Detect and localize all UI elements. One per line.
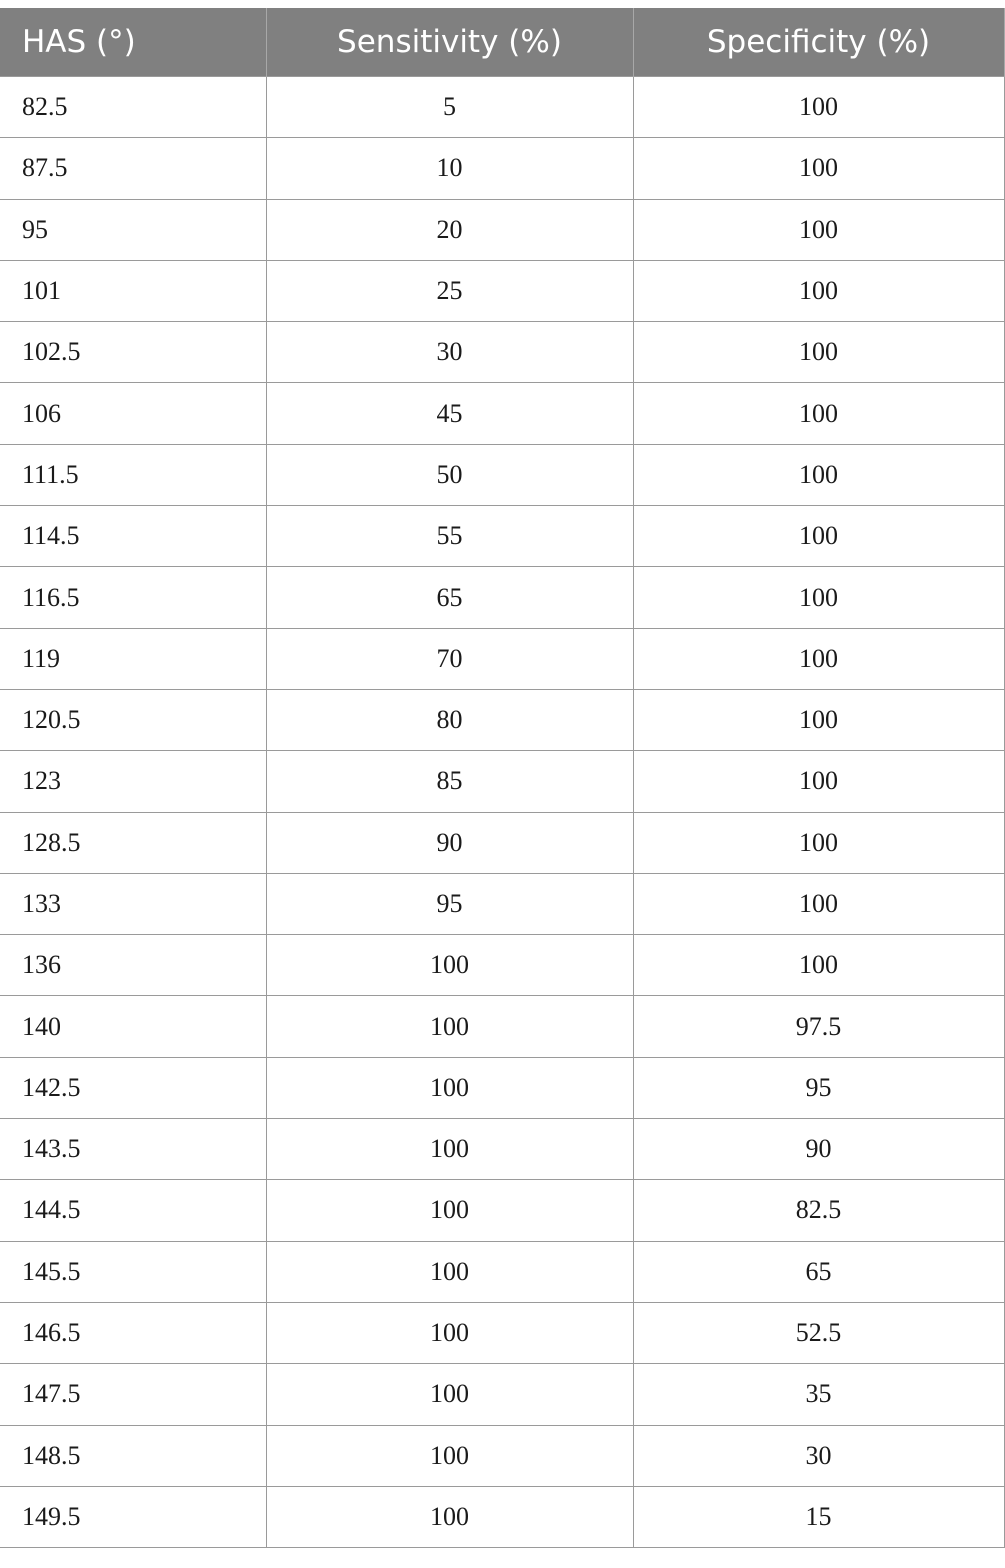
cell-sensitivity: 100 <box>266 1057 633 1118</box>
cell-has: 133 <box>0 873 266 934</box>
cell-has: 140 <box>0 996 266 1057</box>
cell-specificity: 95 <box>633 1057 1004 1118</box>
table-row <box>0 260 1004 321</box>
cell-has: 114.5 <box>0 506 266 567</box>
cell-specificity: 100 <box>633 383 1004 444</box>
cell-sensitivity: 55 <box>266 506 633 567</box>
table-row <box>0 322 1004 383</box>
cell-specificity: 100 <box>633 260 1004 321</box>
cell-sensitivity: 95 <box>266 873 633 934</box>
cell-sensitivity: 100 <box>266 1302 633 1363</box>
cell-specificity: 100 <box>633 873 1004 934</box>
table-row <box>0 138 1004 199</box>
table-row <box>0 812 1004 873</box>
table-row <box>0 935 1004 996</box>
cell-has: 102.5 <box>0 322 266 383</box>
cell-sensitivity: 90 <box>266 812 633 873</box>
cell-has: 111.5 <box>0 444 266 505</box>
cell-specificity: 100 <box>633 751 1004 812</box>
cell-has: 101 <box>0 260 266 321</box>
table-row <box>0 628 1004 689</box>
cell-sensitivity: 65 <box>266 567 633 628</box>
cell-specificity: 100 <box>633 199 1004 260</box>
cell-has: 143.5 <box>0 1119 266 1180</box>
cell-has: 146.5 <box>0 1302 266 1363</box>
header-sensitivity: Sensitivity (%) <box>266 8 633 77</box>
cell-specificity: 100 <box>633 812 1004 873</box>
table-row <box>0 1057 1004 1118</box>
cell-has: 82.5 <box>0 77 266 138</box>
cell-specificity: 100 <box>633 567 1004 628</box>
table-row <box>0 1302 1004 1363</box>
table-body <box>0 77 1004 1548</box>
cell-has: 123 <box>0 751 266 812</box>
cell-specificity: 100 <box>633 77 1004 138</box>
cell-has: 128.5 <box>0 812 266 873</box>
cell-sensitivity: 45 <box>266 383 633 444</box>
cell-specificity: 82.5 <box>633 1180 1004 1241</box>
cell-has: 142.5 <box>0 1057 266 1118</box>
cell-has: 145.5 <box>0 1241 266 1302</box>
cell-sensitivity: 25 <box>266 260 633 321</box>
table-header <box>0 8 1004 77</box>
has-sensitivity-specificity-table <box>0 8 1005 1548</box>
data-table-container <box>0 8 1004 1548</box>
cell-specificity: 100 <box>633 506 1004 567</box>
cell-sensitivity: 50 <box>266 444 633 505</box>
table-row <box>0 77 1004 138</box>
cell-sensitivity: 100 <box>266 1486 633 1547</box>
header-has: HAS (°) <box>0 8 266 77</box>
cell-sensitivity: 30 <box>266 322 633 383</box>
table-row <box>0 567 1004 628</box>
table-row <box>0 383 1004 444</box>
cell-specificity: 90 <box>633 1119 1004 1180</box>
cell-specificity: 52.5 <box>633 1302 1004 1363</box>
cell-specificity: 30 <box>633 1425 1004 1486</box>
cell-sensitivity: 100 <box>266 1119 633 1180</box>
cell-sensitivity: 85 <box>266 751 633 812</box>
table-row <box>0 1486 1004 1547</box>
cell-sensitivity: 100 <box>266 1364 633 1425</box>
header-row <box>0 8 1004 77</box>
table-row <box>0 199 1004 260</box>
cell-specificity: 100 <box>633 689 1004 750</box>
cell-sensitivity: 80 <box>266 689 633 750</box>
cell-sensitivity: 20 <box>266 199 633 260</box>
cell-sensitivity: 100 <box>266 1425 633 1486</box>
cell-sensitivity: 100 <box>266 935 633 996</box>
cell-has: 106 <box>0 383 266 444</box>
cell-specificity: 97.5 <box>633 996 1004 1057</box>
cell-specificity: 35 <box>633 1364 1004 1425</box>
cell-sensitivity: 100 <box>266 996 633 1057</box>
cell-specificity: 100 <box>633 444 1004 505</box>
table-row <box>0 1241 1004 1302</box>
cell-has: 149.5 <box>0 1486 266 1547</box>
cell-sensitivity: 100 <box>266 1241 633 1302</box>
cell-sensitivity: 10 <box>266 138 633 199</box>
table-row <box>0 873 1004 934</box>
cell-has: 136 <box>0 935 266 996</box>
cell-sensitivity: 70 <box>266 628 633 689</box>
cell-has: 119 <box>0 628 266 689</box>
table-row <box>0 996 1004 1057</box>
table-row <box>0 1425 1004 1486</box>
header-specificity: Specificity (%) <box>633 8 1004 77</box>
table-row <box>0 1119 1004 1180</box>
cell-sensitivity: 5 <box>266 77 633 138</box>
cell-has: 144.5 <box>0 1180 266 1241</box>
cell-has: 87.5 <box>0 138 266 199</box>
cell-specificity: 100 <box>633 322 1004 383</box>
cell-sensitivity: 100 <box>266 1180 633 1241</box>
cell-specificity: 100 <box>633 138 1004 199</box>
table-row <box>0 444 1004 505</box>
table-row <box>0 689 1004 750</box>
cell-specificity: 15 <box>633 1486 1004 1547</box>
cell-has: 95 <box>0 199 266 260</box>
cell-has: 120.5 <box>0 689 266 750</box>
cell-has: 116.5 <box>0 567 266 628</box>
cell-specificity: 100 <box>633 935 1004 996</box>
cell-specificity: 100 <box>633 628 1004 689</box>
table-row <box>0 506 1004 567</box>
table-row <box>0 751 1004 812</box>
table-row <box>0 1180 1004 1241</box>
table-row <box>0 1364 1004 1425</box>
cell-has: 148.5 <box>0 1425 266 1486</box>
cell-specificity: 65 <box>633 1241 1004 1302</box>
cell-has: 147.5 <box>0 1364 266 1425</box>
